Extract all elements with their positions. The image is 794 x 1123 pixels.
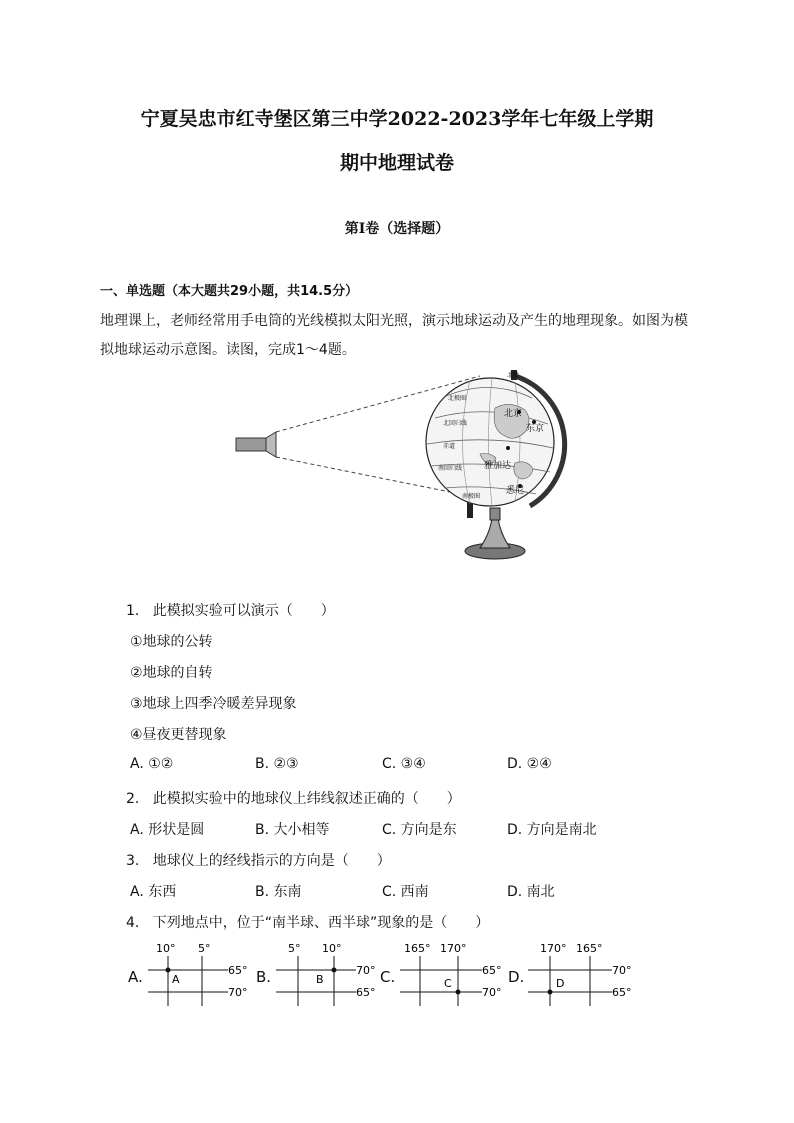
section-title: 第I卷（选择题）	[344, 221, 450, 237]
parallel-label-top: 65°	[482, 964, 502, 977]
point-label: D	[556, 977, 565, 990]
statement-4: ④昼夜更替现象	[130, 727, 227, 743]
option-a[interactable]: A. 形状是圆	[130, 822, 205, 838]
question-4	[126, 912, 489, 932]
label-equator: 赤道	[443, 443, 456, 450]
grid-diagram	[398, 940, 513, 1010]
option-c[interactable]: C. 方向是东	[382, 822, 457, 838]
option-a[interactable]: A. 东西	[130, 884, 177, 900]
parallel-label-bottom: 65°	[356, 986, 376, 999]
point-label: A	[172, 973, 180, 986]
label-antarctic-circle: 南极圈	[462, 493, 481, 500]
label-beijing: 北京	[504, 409, 523, 419]
meridian-label-right: 170°	[440, 942, 467, 955]
question-1	[126, 600, 335, 620]
grid-diagram	[526, 940, 646, 1010]
question-text: 此模拟实验中的地球仪上纬线叙述正确的（ ）	[152, 791, 461, 807]
option-a[interactable]: A. ①②	[130, 756, 174, 772]
exam-title-line2: 期中地理试卷	[339, 152, 454, 174]
meridian-label-left: 170°	[540, 942, 567, 955]
option-c[interactable]: C. ③④	[382, 756, 426, 772]
question-text: 地球仪上的经线指示的方向是（ ）	[152, 853, 391, 869]
option-label: C.	[380, 968, 396, 986]
intro-text: 地理课上，老师经常用手电筒的光线模拟太阳光照，演示地球运动及产生的地理现象。如图为模拟地球运动示意图。读图，完成1～4题。	[100, 313, 688, 358]
parallel-label-top: 65°	[228, 964, 248, 977]
globe	[426, 378, 554, 506]
option-a-diagram[interactable]	[128, 940, 253, 1010]
exam-title-line1: 宁夏吴忠市红寺堡区第三中学2022-2023学年七年级上学期	[140, 108, 654, 130]
statement-3: ③地球上四季冷暖差异现象	[130, 696, 297, 712]
label-jakarta: 雅加达	[484, 461, 512, 471]
option-d[interactable]: D. 方向是南北	[507, 822, 597, 838]
question-4-diagrams	[128, 940, 648, 1010]
globe-flashlight-figure	[230, 368, 570, 564]
option-label: B.	[256, 968, 272, 986]
question-text: 此模拟实验可以演示（ ）	[152, 603, 335, 619]
meridian-label-right: 165°	[576, 942, 603, 955]
part-heading: 一、单选题（本大题共29小题，共14.5分）	[100, 284, 359, 299]
label-north-pole: 北极	[507, 372, 520, 379]
globe-stand	[465, 508, 525, 559]
flashlight-icon	[236, 432, 276, 457]
meridian-label-left: 10°	[156, 942, 176, 955]
option-label: A.	[128, 968, 143, 986]
label-tropic-cancer: 北回归线	[443, 420, 468, 427]
label-arctic-circle: 北极圈	[448, 395, 467, 402]
label-tropic-capricorn: 南回归线	[438, 465, 463, 472]
point-label: C	[444, 977, 452, 990]
parallel-label-top: 70°	[612, 964, 632, 977]
option-b[interactable]: B. ②③	[255, 756, 299, 772]
option-d[interactable]: D. 南北	[507, 884, 555, 900]
parallel-label-bottom: 70°	[482, 986, 502, 999]
question-number: 1.	[126, 603, 140, 619]
option-b[interactable]: B. 东南	[255, 884, 302, 900]
label-sydney: 悉尼	[506, 486, 525, 496]
label-tokyo: 东京	[526, 424, 545, 434]
grid-diagram	[274, 940, 384, 1010]
parallel-label-bottom: 65°	[612, 986, 632, 999]
meridian-label-right: 5°	[198, 942, 211, 955]
question-number: 3.	[126, 853, 140, 869]
option-c-diagram[interactable]	[380, 940, 510, 1010]
question-number: 2.	[126, 791, 140, 807]
option-label: D.	[508, 968, 525, 986]
grid-diagram	[146, 940, 256, 1010]
parallel-label-top: 70°	[356, 964, 376, 977]
option-b-diagram[interactable]	[256, 940, 381, 1010]
parallel-label-bottom: 70°	[228, 986, 248, 999]
question-number: 4.	[126, 915, 140, 931]
statement-1: ①地球的公转	[130, 634, 213, 650]
question-text: 下列地点中，位于“南半球、西半球”现象的是（ ）	[152, 915, 490, 931]
meridian-label-left: 165°	[404, 942, 431, 955]
question-2	[126, 788, 461, 808]
meridian-label-left: 5°	[288, 942, 301, 955]
option-b[interactable]: B. 大小相等	[255, 822, 330, 838]
question-3	[126, 850, 391, 870]
option-d-diagram[interactable]	[508, 940, 648, 1010]
meridian-label-right: 10°	[322, 942, 342, 955]
option-d[interactable]: D. ②④	[507, 756, 552, 772]
statement-2: ②地球的自转	[130, 665, 213, 681]
point-label: B	[316, 973, 324, 986]
option-c[interactable]: C. 西南	[382, 884, 429, 900]
